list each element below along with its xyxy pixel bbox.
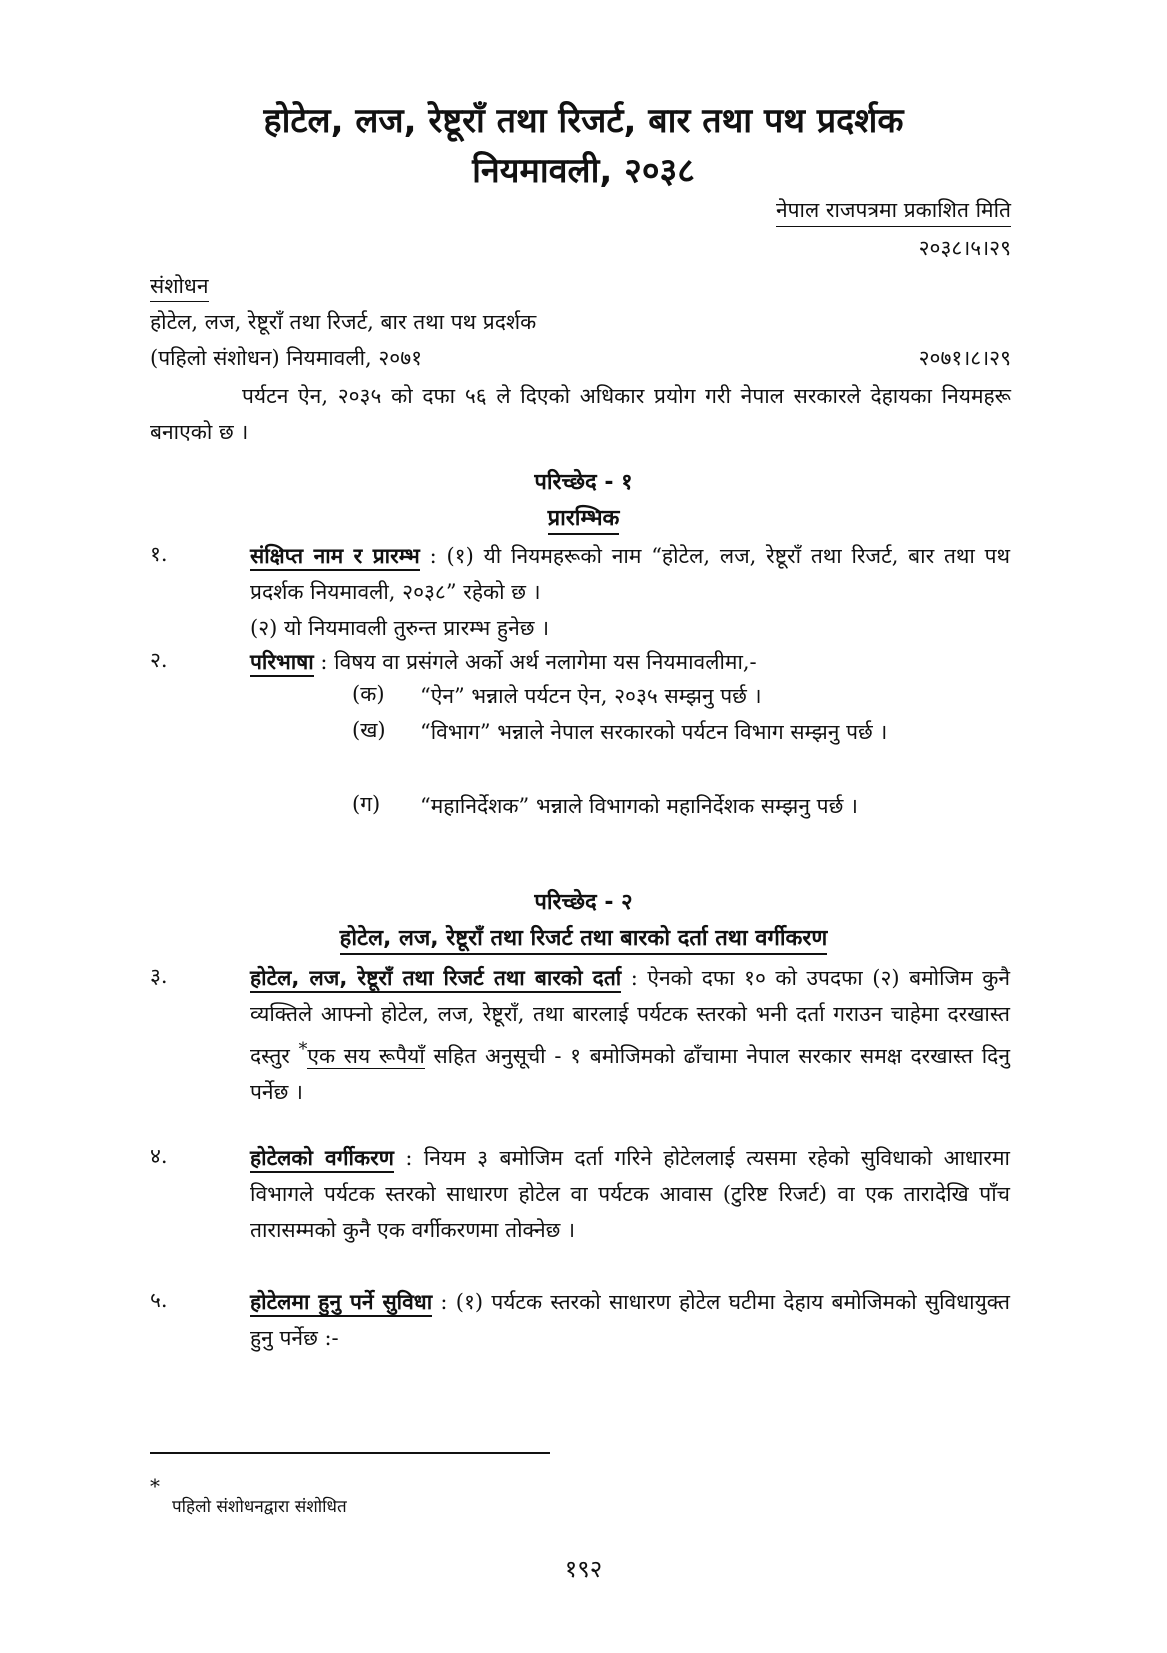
chapter1-title-wrap <box>0 502 1167 535</box>
amendment-title-line1: होटेल, लज, रेष्टूराँ तथा रिजर्ट, बार तथा पथ प्रदर्शक <box>150 310 537 334</box>
document-title-line2: नियमावली, २०३८ <box>472 151 695 191</box>
rule5-number: ५. <box>150 1288 168 1312</box>
amendment-mark: * <box>298 1040 308 1060</box>
rule2-heading: परिभाषा <box>250 650 314 677</box>
chapter1-title: प्रारम्भिक <box>548 502 620 535</box>
amendment-date: २०७१।८।२९ <box>918 346 1011 370</box>
footnote-separator <box>150 1452 550 1454</box>
chapter2-title-wrap <box>0 922 1167 955</box>
rule4-paragraph <box>250 1140 1010 1248</box>
rule2-text: : विषय वा प्रसंगले अर्को अर्थ नलागेमा यस नियमावलीमा,- <box>313 650 757 674</box>
page-number: १९२ <box>564 1555 603 1583</box>
document-title-line1: होटेल, लज, रेष्टूराँ तथा रिजर्ट, बार तथा पथ प्रदर्शक <box>263 101 904 141</box>
rule1-paragraph <box>250 538 1010 610</box>
rule3-number: ३. <box>150 964 168 988</box>
footnote-mark: * <box>150 1474 160 1498</box>
rule3-text-b: सहित अनुसूची - १ बमोजिमको ढाँचामा नेपाल सरकार समक्ष दरखास्त दिनु पर्नेछ । <box>250 1044 1010 1104</box>
amendment-heading: संशोधन <box>150 272 209 302</box>
clause-ka-label: (क) <box>352 682 385 706</box>
rule3-paragraph <box>250 960 1010 1110</box>
preamble: पर्यटन ऐन, २०३५ को दफा ५६ ले दिएको अधिकार प्रयोग गरी नेपाल सरकारले देहायका नियमहरू बनाएको छ । <box>150 384 1011 444</box>
clause-ka-text: “ऐन” भन्नाले पर्यटन ऐन, २०३५ सम्झनु पर्छ । <box>420 684 762 708</box>
rule1-number: १. <box>150 542 168 566</box>
clause-kha-label: (ख) <box>352 718 386 742</box>
rule2-number: २. <box>150 648 168 672</box>
chapter1-number: परिच्छेद - १ <box>534 470 633 495</box>
rule5-heading: होटेलमा हुनु पर्ने सुविधा <box>250 1290 432 1317</box>
rule3-text-a: : ऐनको दफा १० को उपदफा (२) बमोजिम कुनै व्यक्तिले आफ्नो होटेल, लज, रेष्टूराँ, तथा बारलाई पर्यटक स्तरको भनी दर्ता गराउन चाहेमा दरखास्त दस्तुर <box>250 966 1010 1068</box>
rule1-subrule2: (२) यो नियमावली तुरुन्त प्रारम्भ हुनेछ । <box>250 616 550 640</box>
rule4-number: ४. <box>150 1144 168 1168</box>
chapter2-title: होटेल, लज, रेष्टूराँ तथा रिजर्ट तथा बारको दर्ता तथा वर्गीकरण <box>340 922 828 955</box>
rule4-heading: होटेलको वर्गीकरण <box>250 1146 394 1173</box>
amendment-title-line2: (पहिलो संशोधन) नियमावली, २०७१ <box>150 346 423 370</box>
rule5-paragraph <box>250 1284 1010 1356</box>
rule3-heading: होटेल, लज, रेष्टूराँ तथा रिजर्ट तथा बारको दर्ता <box>250 966 621 993</box>
rule1-heading: संक्षिप्त नाम र प्रारम्भ <box>250 544 420 571</box>
chapter2-number: परिच्छेद - २ <box>534 890 633 915</box>
publication-label: नेपाल राजपत्रमा प्रकाशित मिति <box>776 196 1011 227</box>
clause-ga-label: (ग) <box>352 792 381 816</box>
clause-ga-text: “महानिर्देशक” भन्नाले विभागको महानिर्देशक सम्झनु पर्छ । <box>420 794 858 818</box>
publication-date: २०३८।५।२९ <box>918 236 1011 260</box>
footnote-text: पहिलो संशोधनद्वारा संशोधित <box>172 1497 347 1517</box>
rule2-paragraph <box>250 644 1010 680</box>
rule3-amended-text: एक सय रूपैयाँ <box>307 1044 425 1068</box>
rule1-text: : (१) यी नियमहरूको नाम “होटेल, लज, रेष्टूराँ तथा रिजर्ट, बार तथा पथ प्रदर्शक नियमावली, २०३८” रहेको छ । <box>250 544 1011 604</box>
rule4-text: : नियम ३ बमोजिम दर्ता गरिने होटेललाई त्यसमा रहेको सुविधाको आधारमा विभागले पर्यटक स्तरको साधारण होटेल वा पर्यटक आवास (टुरिष्ट रिजर्ट) वा एक तारादेखि पाँच तारासम्मको कुनै एक वर्गीकरणमा तोक्नेछ । <box>250 1146 1010 1242</box>
clause-kha-text: “विभाग” भन्नाले नेपाल सरकारको पर्यटन विभाग सम्झनु पर्छ । <box>420 720 888 744</box>
rule5-text: : (१) पर्यटक स्तरको साधारण होटेल घटीमा देहाय बमोजिमको सुविधायुक्त हुनु पर्नेछ :- <box>250 1290 1010 1350</box>
